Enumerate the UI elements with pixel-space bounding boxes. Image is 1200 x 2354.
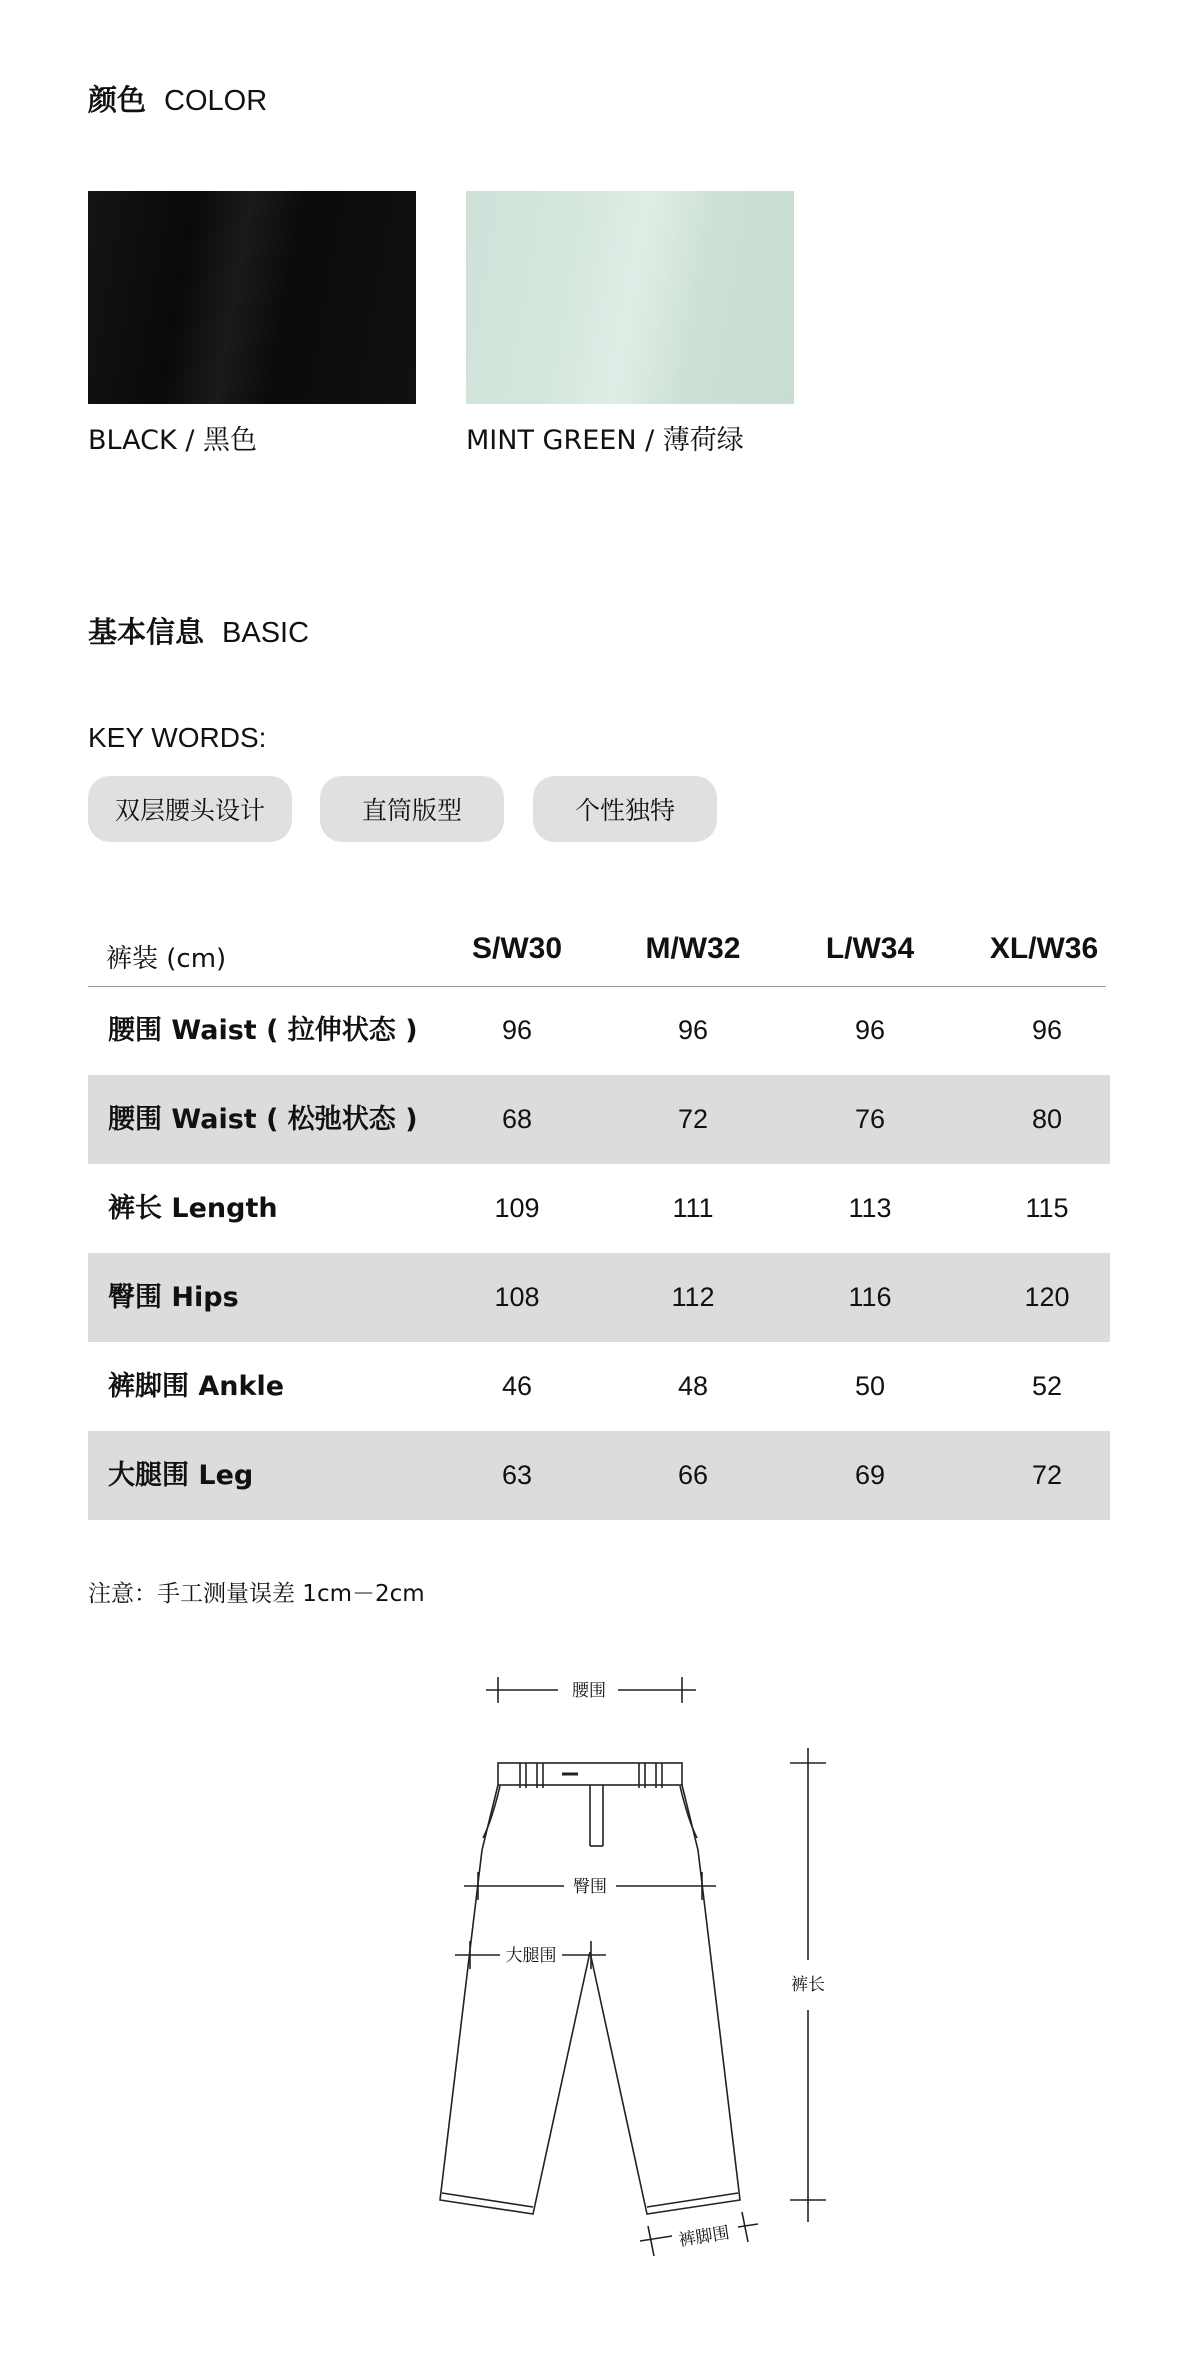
table-cell: 72 bbox=[1031, 1460, 1063, 1490]
table-cell: 96 bbox=[854, 1015, 886, 1045]
basic-section-title bbox=[88, 610, 309, 651]
table-cell: 109 bbox=[494, 1193, 540, 1223]
row-label: 裤长 Length bbox=[108, 1193, 278, 1224]
color-section-title bbox=[88, 78, 267, 119]
table-cell: 116 bbox=[848, 1282, 892, 1312]
table-cell: 76 bbox=[854, 1104, 886, 1134]
table-cell: 48 bbox=[677, 1371, 709, 1401]
row-label: 臀围 Hips bbox=[108, 1282, 239, 1313]
table-cell: 111 bbox=[672, 1193, 714, 1223]
basic-title-cn: 基本信息 bbox=[88, 615, 205, 649]
table-cell: 96 bbox=[677, 1015, 709, 1045]
table-cell: 66 bbox=[677, 1460, 709, 1490]
table-row bbox=[88, 1431, 1110, 1520]
table-row bbox=[88, 1253, 1110, 1342]
table-cell: 68 bbox=[501, 1104, 533, 1134]
pants-outline bbox=[440, 1763, 740, 2214]
table-cell: 80 bbox=[1031, 1104, 1063, 1134]
length-dimension-line bbox=[790, 1748, 826, 2222]
table-cell: 50 bbox=[854, 1371, 886, 1401]
table-cell: 108 bbox=[494, 1282, 540, 1312]
black-color-swatch bbox=[88, 191, 416, 404]
waist-label: 腰围 bbox=[572, 1681, 606, 1701]
size-table-unit-label: 裤装 (cm) bbox=[106, 944, 227, 974]
size-header: M/W32 bbox=[645, 932, 741, 965]
table-cell: 52 bbox=[1031, 1371, 1063, 1401]
table-cell: 96 bbox=[1031, 1015, 1063, 1045]
black-swatch-label: BLACK / 黑色 bbox=[88, 425, 258, 456]
size-header: L/W34 bbox=[825, 932, 915, 965]
thigh-dimension-line bbox=[455, 1941, 606, 1969]
measurement-note: 注意：手工测量误差 1cm－2cm bbox=[88, 1581, 425, 1607]
table-row bbox=[88, 1164, 1110, 1253]
table-row bbox=[88, 986, 1110, 1075]
table-cell: 112 bbox=[671, 1282, 715, 1312]
size-header: XL/W36 bbox=[989, 932, 1099, 965]
row-label: 裤脚围 Ankle bbox=[108, 1371, 285, 1402]
mint-swatch-label: MINT GREEN / 薄荷绿 bbox=[466, 425, 744, 456]
table-cell: 72 bbox=[677, 1104, 709, 1134]
keywords-title: KEY WORDS: bbox=[88, 722, 267, 753]
table-cell: 63 bbox=[501, 1460, 533, 1490]
row-label: 腰围 Waist ( 松弛状态 ) bbox=[108, 1104, 418, 1135]
hips-dimension-line bbox=[464, 1872, 716, 1900]
thigh-label: 大腿围 bbox=[505, 1946, 557, 1966]
table-cell: 115 bbox=[1025, 1193, 1069, 1223]
table-cell: 46 bbox=[501, 1371, 533, 1401]
ankle-dimension-line bbox=[640, 2212, 758, 2256]
keyword-tag: 双层腰头设计 bbox=[88, 776, 292, 842]
table-cell: 69 bbox=[854, 1460, 886, 1490]
keyword-tag: 个性独特 bbox=[533, 776, 717, 842]
color-title-en: COLOR bbox=[164, 85, 268, 117]
table-row bbox=[88, 1075, 1110, 1164]
table-row bbox=[88, 1342, 1110, 1431]
row-label: 腰围 Waist ( 拉伸状态 ) bbox=[108, 1015, 418, 1046]
row-label: 大腿围 Leg bbox=[108, 1460, 254, 1491]
waist-dimension-line bbox=[486, 1677, 696, 1703]
length-label: 裤长 bbox=[791, 1975, 825, 1995]
basic-title-en: BASIC bbox=[222, 617, 310, 649]
table-cell: 96 bbox=[501, 1015, 533, 1045]
table-cell: 120 bbox=[1024, 1282, 1070, 1312]
keyword-tag: 直筒版型 bbox=[320, 776, 504, 842]
color-title-cn: 颜色 bbox=[88, 83, 147, 117]
size-header: S/W30 bbox=[471, 932, 563, 965]
hips-label: 臀围 bbox=[573, 1877, 607, 1897]
ankle-label: 裤脚围 bbox=[677, 2223, 731, 2251]
table-cell: 113 bbox=[848, 1193, 892, 1223]
mint-green-color-swatch bbox=[466, 191, 794, 404]
size-table-header bbox=[88, 918, 1106, 987]
